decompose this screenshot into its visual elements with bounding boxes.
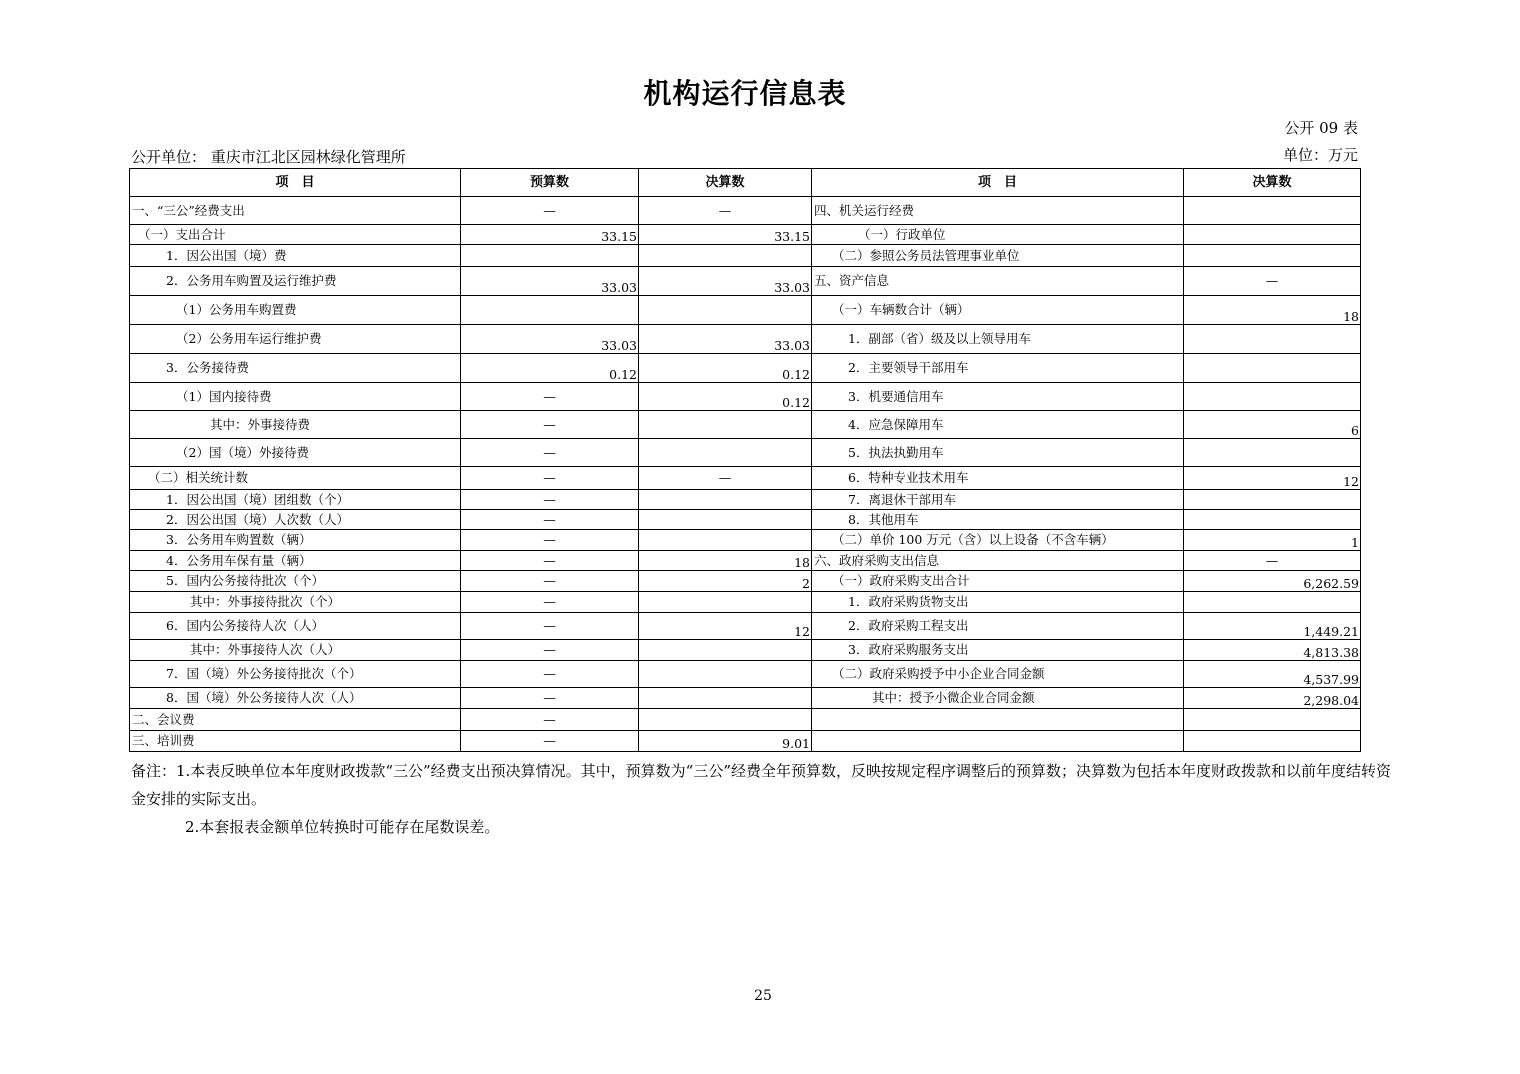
right-value: 2,298.04 xyxy=(1184,688,1361,709)
left-item: （1）国内接待费 xyxy=(130,383,461,411)
page-title: 机构运行信息表 xyxy=(643,77,847,110)
table-row xyxy=(130,551,1361,571)
right-value xyxy=(1184,354,1361,383)
right-value xyxy=(1184,731,1361,752)
page-number: 25 xyxy=(754,988,772,1004)
header-final-right: 决算数 xyxy=(1184,169,1361,197)
info-table xyxy=(129,168,1361,752)
right-item: （一）车辆数合计（辆） xyxy=(812,296,1184,325)
right-item: 五、资产信息 xyxy=(812,267,1184,296)
table-row xyxy=(130,530,1361,551)
left-item: 6．国内公务接待人次（人） xyxy=(130,613,461,640)
table-row xyxy=(130,439,1361,467)
final-value: 33.03 xyxy=(639,325,812,354)
table-row xyxy=(130,571,1361,592)
budget-value: — xyxy=(461,640,639,661)
final-value xyxy=(639,245,812,267)
right-value: 4,813.38 xyxy=(1184,640,1361,661)
final-value: 9.01 xyxy=(639,731,812,752)
budget-value: — xyxy=(461,490,639,510)
left-item: （2）国（境）外接待费 xyxy=(130,439,461,467)
table-row xyxy=(130,245,1361,267)
budget-value: — xyxy=(461,383,639,411)
final-value xyxy=(639,661,812,688)
left-item: 一、“三公”经费支出 xyxy=(130,197,461,225)
left-item: 1．因公出国（境）费 xyxy=(130,245,461,267)
left-item: 1．因公出国（境）团组数（个） xyxy=(130,490,461,510)
final-value: 0.12 xyxy=(639,354,812,383)
right-item: （二）参照公务员法管理事业单位 xyxy=(812,245,1184,267)
table-row xyxy=(130,592,1361,613)
left-item: （1）公务用车购置费 xyxy=(130,296,461,325)
header-item-right: 项 目 xyxy=(812,169,1184,197)
left-item: （2）公务用车运行维护费 xyxy=(130,325,461,354)
table-row xyxy=(130,267,1361,296)
table-row xyxy=(130,383,1361,411)
budget-value: — xyxy=(461,709,639,731)
right-value: 6 xyxy=(1184,411,1361,439)
right-item: 1．政府采购货物支出 xyxy=(812,592,1184,613)
unit-label: 单位：万元 xyxy=(1282,146,1358,164)
notes xyxy=(131,757,1391,841)
right-item: （二）政府采购授予中小企业合同金额 xyxy=(812,661,1184,688)
final-value: 0.12 xyxy=(639,383,812,411)
right-value xyxy=(1184,225,1361,245)
right-value: — xyxy=(1184,551,1361,571)
budget-value: 0.12 xyxy=(461,354,639,383)
right-value xyxy=(1184,510,1361,530)
final-value xyxy=(639,411,812,439)
organization-name: 重庆市江北区园林绿化管理所 xyxy=(210,148,406,166)
right-item: 3．政府采购服务支出 xyxy=(812,640,1184,661)
table-row xyxy=(130,490,1361,510)
right-item: （一）政府采购支出合计 xyxy=(812,571,1184,592)
table-row xyxy=(130,731,1361,752)
header-final: 决算数 xyxy=(639,169,812,197)
final-value: — xyxy=(639,467,812,490)
right-item xyxy=(812,731,1184,752)
budget-value: — xyxy=(461,530,639,551)
table-header-row xyxy=(130,169,1361,197)
budget-value: — xyxy=(461,731,639,752)
final-value: 33.03 xyxy=(639,267,812,296)
final-value xyxy=(639,592,812,613)
budget-value xyxy=(461,245,639,267)
final-value: — xyxy=(639,197,812,225)
right-value xyxy=(1184,197,1361,225)
organization-label: 公开单位： xyxy=(131,148,207,166)
table-row xyxy=(130,709,1361,731)
left-item: （二）相关统计数 xyxy=(130,467,461,490)
budget-value: — xyxy=(461,661,639,688)
left-item: 3．公务用车购置数（辆） xyxy=(130,530,461,551)
right-item: 六、政府采购支出信息 xyxy=(812,551,1184,571)
budget-value: — xyxy=(461,510,639,530)
final-value xyxy=(639,510,812,530)
note-line-2: 2.本套报表金额单位转换时可能存在尾数误差。 xyxy=(185,818,500,836)
right-item: 6．特种专业技术用车 xyxy=(812,467,1184,490)
left-item: 三、培训费 xyxy=(130,731,461,752)
left-item: 4．公务用车保有量（辆） xyxy=(130,551,461,571)
table-row xyxy=(130,325,1361,354)
budget-value: 33.15 xyxy=(461,225,639,245)
right-item: （一）行政单位 xyxy=(812,225,1184,245)
final-value xyxy=(639,640,812,661)
right-item: 其中：授予小微企业合同金额 xyxy=(812,688,1184,709)
final-value: 2 xyxy=(639,571,812,592)
table-row xyxy=(130,510,1361,530)
right-value: 1 xyxy=(1184,530,1361,551)
organization-line xyxy=(131,146,406,167)
budget-value: — xyxy=(461,613,639,640)
right-value xyxy=(1184,592,1361,613)
budget-value: — xyxy=(461,551,639,571)
table-row xyxy=(130,467,1361,490)
right-value: 4,537.99 xyxy=(1184,661,1361,688)
final-value xyxy=(639,490,812,510)
right-item: 4．应急保障用车 xyxy=(812,411,1184,439)
right-item xyxy=(812,709,1184,731)
left-item: 其中：外事接待人次（人） xyxy=(130,640,461,661)
table-row xyxy=(130,225,1361,245)
budget-value xyxy=(461,296,639,325)
final-value xyxy=(639,530,812,551)
table-row xyxy=(130,197,1361,225)
left-item: 3．公务接待费 xyxy=(130,354,461,383)
right-value: 1,449.21 xyxy=(1184,613,1361,640)
right-value: 18 xyxy=(1184,296,1361,325)
table-row xyxy=(130,411,1361,439)
final-value xyxy=(639,688,812,709)
right-item: 8．其他用车 xyxy=(812,510,1184,530)
budget-value: — xyxy=(461,688,639,709)
left-item: （一）支出合计 xyxy=(130,225,461,245)
budget-value: 33.03 xyxy=(461,267,639,296)
final-value xyxy=(639,709,812,731)
table-row xyxy=(130,296,1361,325)
right-value: 12 xyxy=(1184,467,1361,490)
left-item: 二、会议费 xyxy=(130,709,461,731)
right-item: 四、机关运行经费 xyxy=(812,197,1184,225)
note-line-1: 备注：1.本表反映单位本年度财政拨款“三公”经费支出预决算情况。其中，预算数为“三公”经费全年预算数，反映按规定程序调整后的预算数；决算数为包括本年度财政拨款和以前年度结转资金安排的实际支出。 xyxy=(131,762,1391,808)
right-item: 2．主要领导干部用车 xyxy=(812,354,1184,383)
budget-value: — xyxy=(461,592,639,613)
right-value xyxy=(1184,245,1361,267)
left-item: 其中：外事接待批次（个） xyxy=(130,592,461,613)
budget-value: — xyxy=(461,439,639,467)
final-value xyxy=(639,439,812,467)
right-item: 2．政府采购工程支出 xyxy=(812,613,1184,640)
final-value: 12 xyxy=(639,613,812,640)
right-value xyxy=(1184,709,1361,731)
form-number: 公开 09 表 xyxy=(1284,119,1358,137)
right-item: （二）单价 100 万元（含）以上设备（不含车辆） xyxy=(812,530,1184,551)
left-item: 5．国内公务接待批次（个） xyxy=(130,571,461,592)
final-value: 18 xyxy=(639,551,812,571)
table-row xyxy=(130,661,1361,688)
right-item: 5．执法执勤用车 xyxy=(812,439,1184,467)
left-item: 7．国（境）外公务接待批次（个） xyxy=(130,661,461,688)
left-item: 2．公务用车购置及运行维护费 xyxy=(130,267,461,296)
right-value: — xyxy=(1184,267,1361,296)
final-value: 33.15 xyxy=(639,225,812,245)
right-item: 3．机要通信用车 xyxy=(812,383,1184,411)
budget-value: — xyxy=(461,411,639,439)
table-row xyxy=(130,354,1361,383)
budget-value: — xyxy=(461,467,639,490)
header-item: 项 目 xyxy=(130,169,461,197)
left-item: 2．因公出国（境）人次数（人） xyxy=(130,510,461,530)
right-item: 7．离退休干部用车 xyxy=(812,490,1184,510)
right-value xyxy=(1184,383,1361,411)
table-row xyxy=(130,640,1361,661)
left-item: 其中：外事接待费 xyxy=(130,411,461,439)
header-budget: 预算数 xyxy=(461,169,639,197)
left-item: 8．国（境）外公务接待人次（人） xyxy=(130,688,461,709)
table-row xyxy=(130,688,1361,709)
table-row xyxy=(130,613,1361,640)
budget-value: — xyxy=(461,197,639,225)
right-item: 1．副部（省）级及以上领导用车 xyxy=(812,325,1184,354)
budget-value: — xyxy=(461,571,639,592)
right-value xyxy=(1184,439,1361,467)
right-value xyxy=(1184,325,1361,354)
right-value xyxy=(1184,490,1361,510)
final-value xyxy=(639,296,812,325)
right-value: 6,262.59 xyxy=(1184,571,1361,592)
budget-value: 33.03 xyxy=(461,325,639,354)
